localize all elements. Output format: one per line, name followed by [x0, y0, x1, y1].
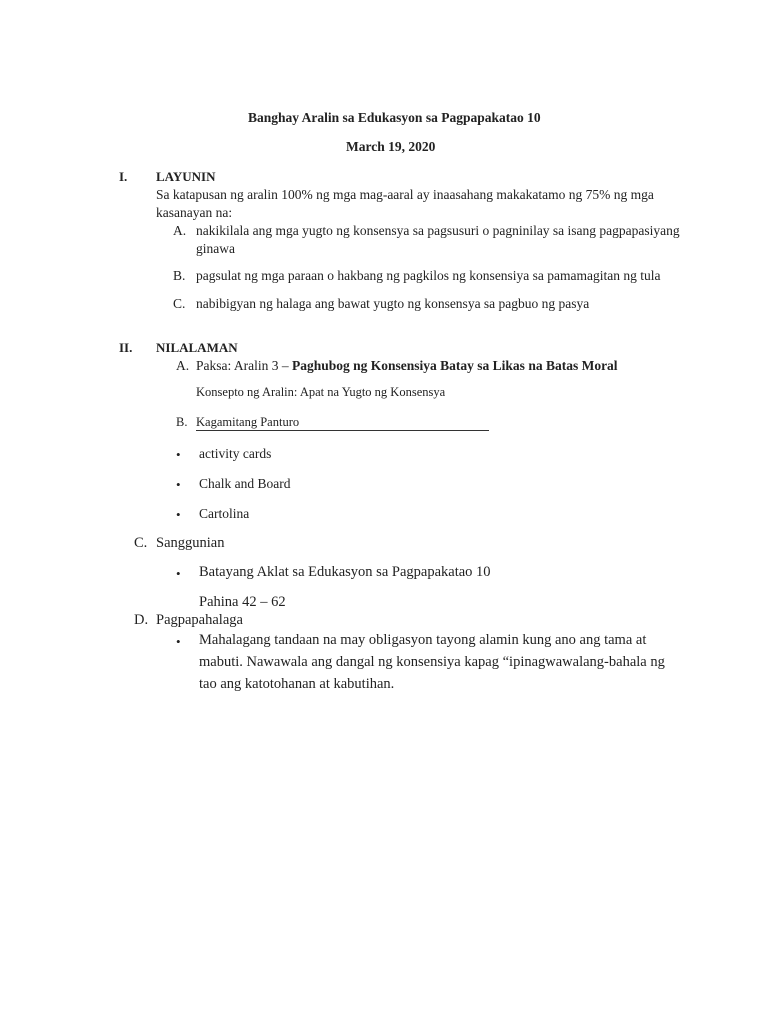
- bullet-icon: •: [176, 507, 181, 522]
- paksa-prefix: Paksa: Aralin 3 –: [196, 358, 292, 373]
- pagpapahalaga-label: Pagpapahalaga: [156, 612, 243, 628]
- objective-letter-b: B.: [173, 268, 186, 283]
- objective-letter-a: A.: [173, 223, 187, 238]
- sanggunian-label: Sanggunian: [156, 535, 225, 551]
- objective-b-line-1: pagsulat ng mga paraan o hakbang ng pagkilos ng konsensiya sa pamamagitan ng tula: [196, 268, 661, 283]
- objective-letter-c: C.: [173, 296, 186, 311]
- value-line-3: tao ang katotohanan at kabutihan.: [199, 676, 395, 692]
- objective-c-line-1: nabibigyan ng halaga ang bawat yugto ng konsensya sa pagbuo ng pasya: [196, 296, 590, 311]
- value-line-1: Mahalagang tandaan na may obligasyon tayong alamin kung ano ang tama at: [199, 632, 647, 648]
- item-letter-b: B.: [176, 415, 188, 429]
- bullet-icon: •: [176, 566, 181, 581]
- reference-pages: Pahina 42 – 62: [199, 594, 286, 610]
- material-item-3: Cartolina: [199, 506, 250, 521]
- item-letter-a: A.: [176, 358, 190, 373]
- item-letter-c: C.: [134, 535, 148, 551]
- materials-label-line: [196, 415, 489, 431]
- objective-a-line-2: ginawa: [196, 241, 235, 256]
- paksa-line: [196, 358, 618, 374]
- document-date: March 19, 2020: [346, 139, 436, 154]
- intro-line-2: kasanayan na:: [156, 205, 233, 220]
- section-numeral-2: II.: [119, 340, 133, 355]
- bullet-icon: •: [176, 447, 181, 462]
- material-item-1: activity cards: [199, 446, 272, 461]
- intro-line-1: Sa katapusan ng aralin 100% ng mga mag-aaral ay inaasahang makakatamo ng 75% ng mga: [156, 187, 654, 202]
- materials-label: Kagamitang Panturo: [196, 415, 489, 431]
- objective-a-line-1: nakikilala ang mga yugto ng konsensya sa pagsusuri o pagninilay sa isang pagpapasiyang: [196, 223, 680, 238]
- bullet-icon: •: [176, 477, 181, 492]
- item-letter-d: D.: [134, 612, 149, 628]
- paksa-topic: Paghubog ng Konsensiya Batay sa Likas na Batas Moral: [292, 358, 618, 373]
- section-heading-layunin: LAYUNIN: [156, 169, 216, 184]
- section-numeral-1: I.: [119, 169, 128, 184]
- section-heading-nilalaman: NILALAMAN: [156, 340, 238, 355]
- material-item-2: Chalk and Board: [199, 476, 291, 491]
- reference-book: Batayang Aklat sa Edukasyon sa Pagpapakatao 10: [199, 564, 491, 580]
- lesson-concept: Konsepto ng Aralin: Apat na Yugto ng Konsensya: [196, 385, 446, 399]
- value-line-2: mabuti. Nawawala ang dangal ng konsensiya kapag “ipinagwawalang-bahala ng: [199, 654, 665, 670]
- document-title: Banghay Aralin sa Edukasyon sa Pagpapakatao 10: [248, 110, 541, 125]
- bullet-icon: •: [176, 634, 181, 649]
